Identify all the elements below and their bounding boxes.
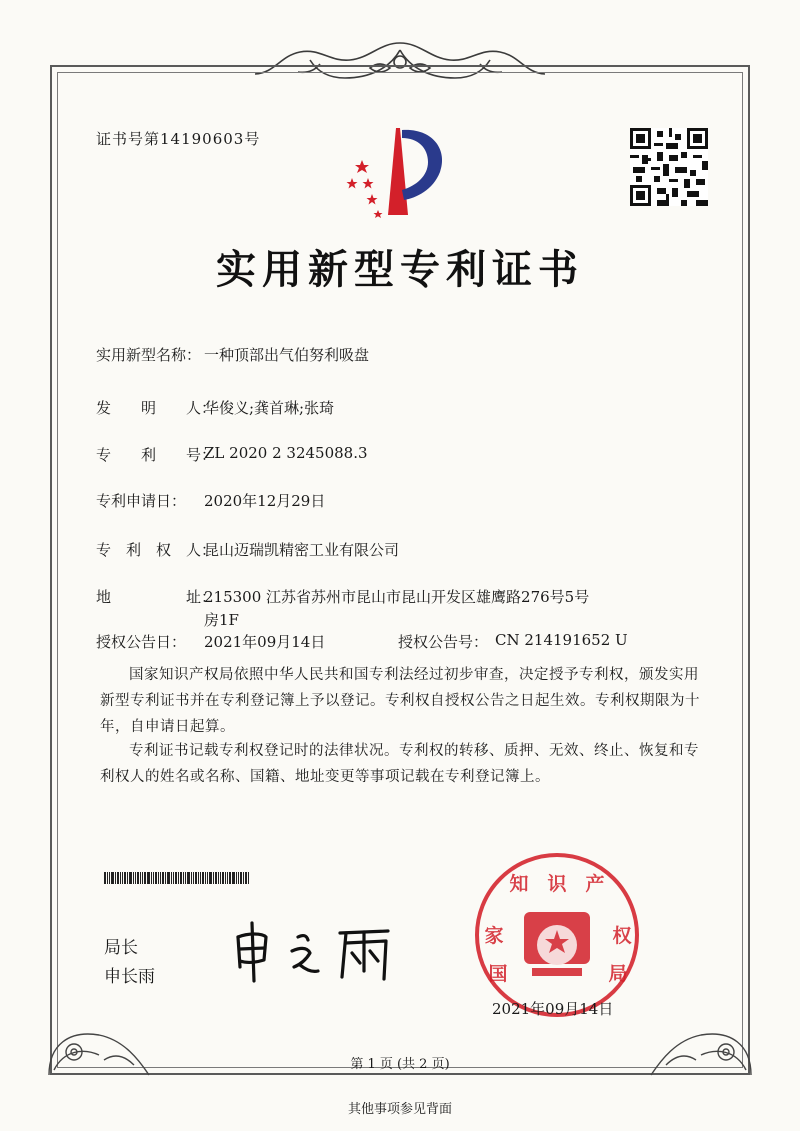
- grant-date-value: 2021年09月14日: [204, 633, 326, 651]
- document-title: 实用新型专利证书: [216, 246, 584, 293]
- barcode-bar: [144, 872, 146, 884]
- svg-text:知 识 产: 知 识 产: [509, 873, 605, 895]
- barcode-bar: [187, 872, 190, 884]
- barcode-bar: [142, 872, 143, 884]
- barcode-bar: [238, 872, 239, 884]
- barcode-bar: [245, 872, 247, 884]
- patentee-value: 昆山迈瑞凯精密工业有限公司: [204, 541, 400, 559]
- patentee-label: 专 利 权 人：: [96, 541, 217, 559]
- address-label: 地 址：: [96, 588, 217, 606]
- barcode-bar: [151, 872, 152, 884]
- signatory-title: 局长: [104, 938, 138, 958]
- svg-text:权: 权: [612, 925, 632, 947]
- cnipa-logo-icon: [338, 120, 458, 220]
- barcode-bar: [167, 872, 170, 884]
- barcode-bar: [215, 872, 217, 884]
- barcode-bar: [135, 872, 136, 884]
- barcode-bar: [133, 872, 134, 884]
- filing-date-label: 专利申请日：: [96, 492, 187, 510]
- barcode-bar: [229, 872, 231, 884]
- barcode-bar: [248, 872, 249, 884]
- barcode-bar: [178, 872, 179, 884]
- barcode-bar: [104, 872, 106, 884]
- barcode-bar: [227, 872, 228, 884]
- barcode-bar: [115, 872, 116, 884]
- svg-text:家: 家: [484, 925, 504, 947]
- barcode-bar: [155, 872, 157, 884]
- barcode-bar: [213, 872, 214, 884]
- barcode-bar: [236, 872, 237, 884]
- grant-number-label: 授权公告号：: [398, 633, 489, 651]
- barcode-bar: [147, 872, 150, 884]
- barcode-bar: [117, 872, 119, 884]
- barcode-bar: [205, 872, 206, 884]
- utility-model-name-label: 实用新型名称：: [96, 346, 202, 364]
- barcode-bar: [209, 872, 212, 884]
- barcode-bar: [198, 872, 199, 884]
- barcode-bar: [111, 872, 114, 884]
- barcode-bar: [140, 872, 141, 884]
- barcode-bar: [137, 872, 139, 884]
- barcode-bar: [191, 872, 192, 884]
- footer-note: 其他事项参见背面: [347, 1102, 452, 1117]
- barcode-bar: [207, 872, 208, 884]
- barcode-bar: [158, 872, 159, 884]
- barcode-bar: [193, 872, 194, 884]
- seal-date: 2021年09月14日: [492, 1000, 614, 1018]
- handwritten-signature: [228, 915, 408, 985]
- qr-code: [630, 128, 708, 206]
- barcode: [104, 872, 300, 884]
- barcode-bar: [153, 872, 154, 884]
- barcode-bar: [243, 872, 244, 884]
- paragraph-2: 专利证书记载专利权登记时的法律状况。专利权的转移、质押、无效、终止、恢复和专利权人的姓名或名称、国籍、地址变更等事项记载在专利登记簿上。: [100, 743, 699, 785]
- barcode-bar: [195, 872, 197, 884]
- paragraph-1: 国家知识产权局依照中华人民共和国专利法经过初步审查，决定授予专利权，颁发实用新型专利证书并在专利登记簿上予以登记。专利权自授权公告之日起生效。专利权期限为十年，自申请日起算。: [100, 667, 700, 735]
- barcode-bar: [129, 872, 132, 884]
- barcode-bar: [122, 872, 123, 884]
- barcode-bar: [162, 872, 164, 884]
- address-value-line2: 房1F: [204, 611, 239, 629]
- barcode-bar: [107, 872, 108, 884]
- barcode-bar: [240, 872, 242, 884]
- barcode-bar: [232, 872, 235, 884]
- inventor-label: 发 明 人：: [96, 399, 217, 417]
- barcode-bar: [180, 872, 182, 884]
- barcode-bar: [160, 872, 161, 884]
- barcode-bar: [165, 872, 166, 884]
- barcode-bar: [222, 872, 224, 884]
- official-seal: [472, 850, 642, 1020]
- barcode-bar: [127, 872, 128, 884]
- barcode-bar: [171, 872, 172, 884]
- barcode-bar: [109, 872, 110, 884]
- page-number: 第 1 页 (共 2 页): [350, 1057, 450, 1072]
- svg-text:局: 局: [608, 963, 628, 985]
- barcode-bar: [124, 872, 126, 884]
- certificate-number: 证书号第14190603号: [96, 130, 261, 148]
- grant-date-label: 授权公告日：: [96, 633, 187, 651]
- barcode-bar: [225, 872, 226, 884]
- inventor-value: 华俊义;龚首琳;张琦: [204, 399, 335, 417]
- barcode-bar: [220, 872, 221, 884]
- barcode-bar: [173, 872, 174, 884]
- grant-number-value: CN 214191652 U: [495, 631, 628, 649]
- signatory-name: 申长雨: [104, 967, 155, 987]
- barcode-bar: [202, 872, 204, 884]
- filing-date-value: 2020年12月29日: [204, 492, 326, 510]
- barcode-bar: [183, 872, 184, 884]
- patent-number-value: ZL 2020 2 3245088.3: [204, 444, 368, 462]
- address-value-line1: 215300 江苏省苏州市昆山市昆山开发区雄鹰路276号5号: [204, 588, 590, 606]
- barcode-bar: [218, 872, 219, 884]
- utility-model-name-value: 一种顶部出气伯努利吸盘: [204, 346, 370, 364]
- patent-number-label: 专 利 号：: [96, 446, 217, 464]
- barcode-bar: [200, 872, 201, 884]
- barcode-bar: [175, 872, 177, 884]
- barcode-bar: [185, 872, 186, 884]
- barcode-bar: [120, 872, 121, 884]
- svg-text:国: 国: [488, 963, 508, 985]
